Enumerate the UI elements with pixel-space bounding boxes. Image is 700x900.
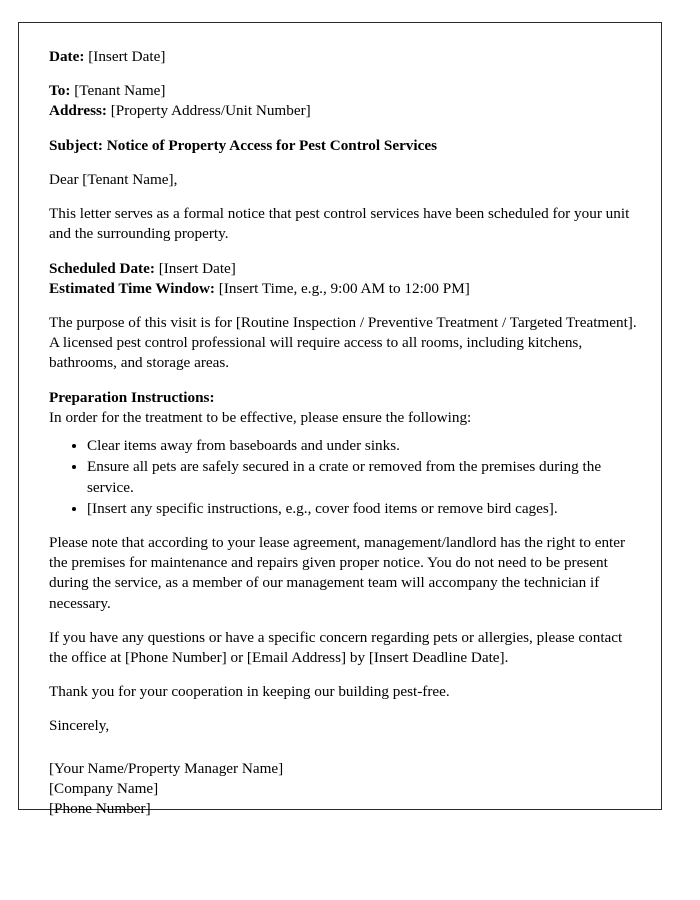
date-line	[49, 47, 639, 67]
signature-company: [Company Name]	[49, 779, 159, 797]
letter-page	[18, 22, 662, 818]
scheduled-date-label: Scheduled Date:	[49, 259, 155, 277]
contact-paragraph: If you have any questions or have a specific concern regarding pets or allergies, please contact the office at [Phone Number] or [Email Address] by [Insert Deadline Date].	[49, 628, 623, 667]
time-window-value: [Insert Time, e.g., 9:00 AM to 12:00 PM]	[218, 279, 470, 297]
scheduled-date-value: [Insert Date]	[158, 259, 236, 277]
time-window-line	[49, 279, 639, 299]
letter-body	[49, 47, 639, 819]
list-item: • Clear items away from baseboards and under sinks.	[87, 436, 639, 456]
preparation-list	[49, 436, 639, 519]
schedule-block	[49, 259, 639, 299]
signature-phone: [Phone Number]	[49, 800, 151, 818]
date-value: [Insert Date]	[88, 48, 166, 65]
to-line	[49, 81, 639, 101]
scheduled-date-line	[49, 259, 639, 279]
salutation-text: Dear [Tenant Name],	[49, 170, 178, 188]
address-label: Address:	[49, 102, 107, 120]
closing: Sincerely,	[49, 717, 110, 735]
address-value: [Property Address/Unit Number]	[110, 102, 311, 120]
time-window-label: Estimated Time Window:	[49, 279, 215, 297]
purpose-paragraph: The purpose of this visit is for [Routine Inspection / Preventive Treatment / Targeted Treatment]. A licensed pest control professional will require access to all rooms, including kitchens, bathrooms, and storage areas.	[49, 313, 637, 372]
intro-paragraph: This letter serves as a formal notice that pest control services have been scheduled for your unit and the surrounding property.	[49, 205, 630, 243]
preparation-intro: In order for the treatment to be effective, please ensure the following:	[49, 408, 472, 426]
address-line	[49, 101, 639, 121]
to-value: [Tenant Name]	[74, 82, 166, 100]
recipient-block	[49, 81, 639, 121]
subject-line	[49, 136, 639, 156]
list-item: • Ensure all pets are safely secured in a crate or removed from the premises during the service.	[87, 457, 639, 497]
preparation-block	[49, 388, 639, 428]
signature-block	[49, 759, 639, 820]
to-label: To:	[49, 82, 71, 100]
subject-text: Subject: Notice of Property Access for Pest Control Services	[49, 136, 438, 154]
preparation-heading: Preparation Instructions:	[49, 388, 215, 406]
signature-spacer	[49, 751, 639, 759]
lease-paragraph: Please note that according to your lease agreement, management/landlord has the right to enter the premises for maintenance and repairs given proper notice. You do not need to be present during the service, as a member of our management team will accompany the technician if necessary.	[49, 533, 626, 612]
salutation	[49, 170, 639, 190]
signature-name: [Your Name/Property Manager Name]	[49, 759, 284, 777]
list-item: • [Insert any specific instructions, e.g., cover food items or remove bird cages].	[87, 499, 639, 519]
date-label: Date:	[49, 48, 85, 65]
thanks-paragraph: Thank you for your cooperation in keeping our building pest-free.	[49, 683, 450, 701]
